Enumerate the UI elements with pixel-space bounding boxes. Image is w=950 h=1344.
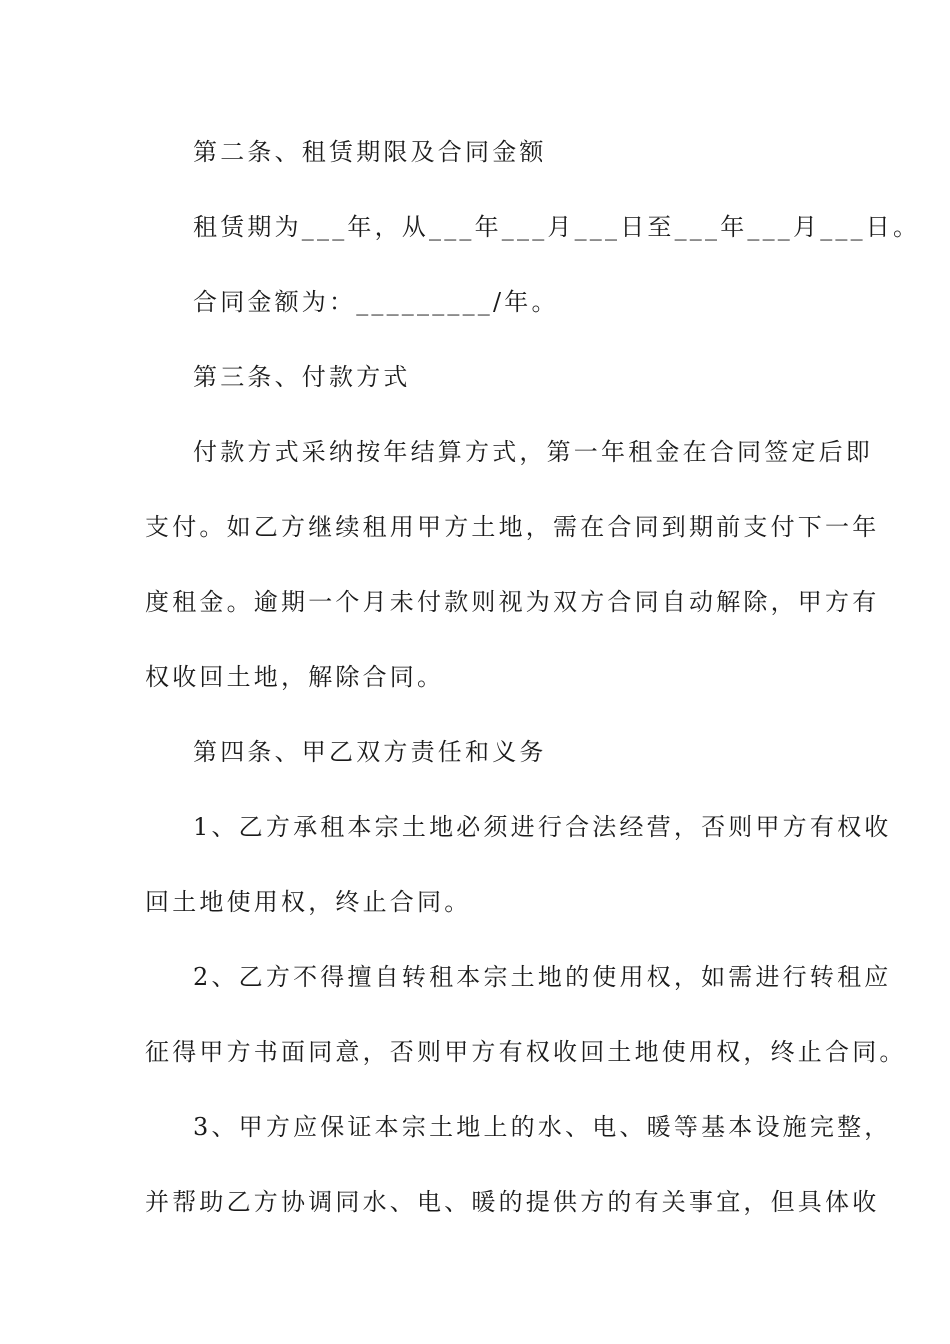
clause-2-line-1: 2、乙方不得擅自转租本宗土地的使用权，如需进行转租应 [193,963,892,991]
lease-term-line: 租赁期为___年，从___年___月___日至___年___月___日。 [193,213,921,241]
article-3-heading: 第三条、付款方式 [193,363,411,391]
clause-1-line-1: 1、乙方承租本宗土地必须进行合法经营，否则甲方有权收 [193,813,892,841]
clause-1-line-2: 回土地使用权，终止合同。 [145,888,472,916]
article-2-heading: 第二条、租赁期限及合同金额 [193,138,547,166]
clause-2-line-2: 征得甲方书面同意，否则甲方有权收回土地使用权，终止合同。 [145,1038,907,1066]
clause-3-line-1: 3、甲方应保证本宗土地上的水、电、暖等基本设施完整， [193,1113,892,1141]
payment-paragraph-line-1: 付款方式采纳按年结算方式，第一年租金在合同签定后即 [193,438,873,466]
payment-paragraph-line-2: 支付。如乙方继续租用甲方土地，需在合同到期前支付下一年 [145,513,880,541]
article-4-heading: 第四条、甲乙双方责任和义务 [193,738,547,766]
payment-paragraph-line-4: 权收回土地，解除合同。 [145,663,445,691]
clause-3-line-2: 并帮助乙方协调同水、电、暖的提供方的有关事宜，但具体收 [145,1188,880,1216]
contract-amount-line: 合同金额为：_________/年。 [193,288,559,316]
payment-paragraph-line-3: 度租金。逾期一个月未付款则视为双方合同自动解除，甲方有 [145,588,880,616]
